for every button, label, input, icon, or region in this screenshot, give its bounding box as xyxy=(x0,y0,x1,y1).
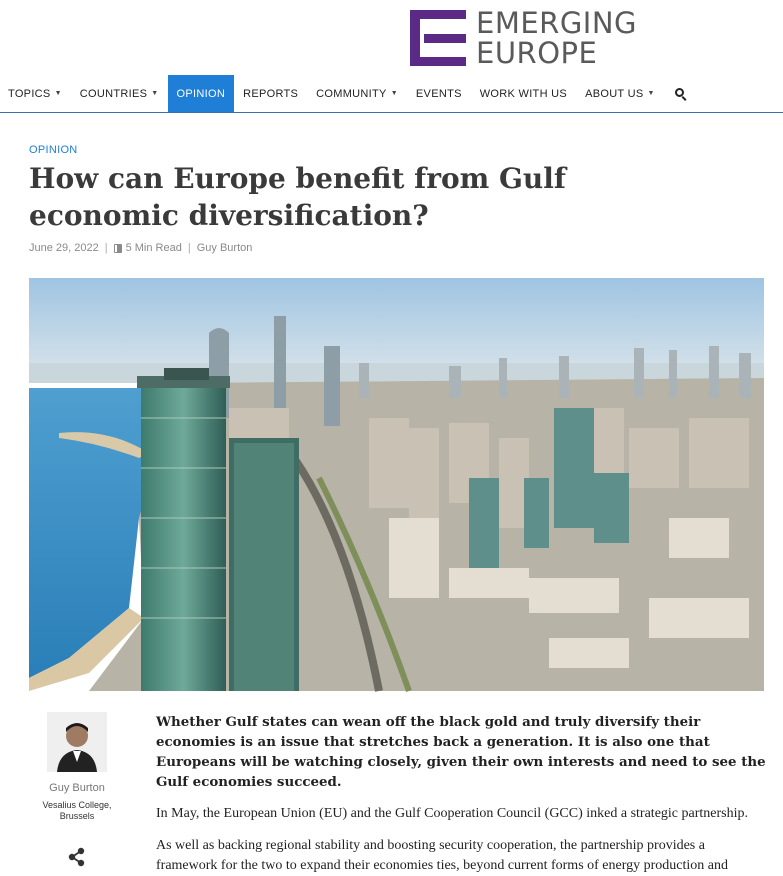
caret-down-icon: ▼ xyxy=(390,90,398,97)
caret-down-icon: ▼ xyxy=(54,90,62,97)
logo-icon xyxy=(410,10,466,66)
caret-down-icon: ▼ xyxy=(647,90,655,97)
author-box xyxy=(29,712,125,822)
city-skyline-image xyxy=(29,278,764,691)
article-date: June 29, 2022 xyxy=(29,242,99,254)
avatar[interactable] xyxy=(47,712,107,772)
nav-countries-label: COUNTRIES xyxy=(79,87,148,100)
author-affiliation-line-1: Vesalius College, xyxy=(42,800,112,810)
author-name[interactable]: Guy Burton xyxy=(49,782,105,794)
nav-topics-label: TOPICS xyxy=(8,87,51,100)
nav-work-with-us[interactable] xyxy=(471,75,576,112)
article-body xyxy=(156,712,766,876)
nav-topics[interactable] xyxy=(0,75,71,112)
article-paragraph: As well as backing regional stability and boosting security cooperation, the partnership provides a framework for the two to expand their economies ties, beyond current forms of energy production and xyxy=(156,838,729,873)
nav-about-us[interactable] xyxy=(576,75,664,112)
article-category[interactable]: OPINION xyxy=(29,144,78,156)
search-icon xyxy=(675,88,687,100)
nav-events[interactable] xyxy=(407,75,471,112)
logo-line-2: EUROPE xyxy=(476,36,598,70)
nav-search-button[interactable] xyxy=(664,75,696,112)
nav-events-label: EVENTS xyxy=(415,87,462,100)
book-icon xyxy=(114,244,122,253)
article-meta xyxy=(29,242,252,254)
article-title: How can Europe benefit from Gulf economic diversification? xyxy=(29,162,566,232)
meta-divider: | xyxy=(187,242,191,254)
nav-countries[interactable] xyxy=(71,75,168,112)
author-photo-icon xyxy=(47,712,107,772)
nav-work-with-us-label: WORK WITH US xyxy=(479,87,568,100)
nav-community-label: COMMUNITY xyxy=(316,87,387,100)
nav-reports[interactable] xyxy=(234,75,307,112)
share-icon[interactable] xyxy=(66,846,88,868)
site-logo[interactable] xyxy=(410,8,637,68)
main-nav xyxy=(0,75,783,113)
author-affiliation-line-2: Brussels xyxy=(59,811,95,821)
logo-line-1: EMERGING xyxy=(476,6,638,40)
article-paragraph: In May, the European Union (EU) and the Gulf Cooperation Council (GCC) inked a strategic partnership. xyxy=(156,806,748,821)
caret-down-icon: ▼ xyxy=(151,90,159,97)
nav-about-us-label: ABOUT US xyxy=(585,87,644,100)
nav-opinion-label: OPINION xyxy=(176,87,226,100)
hero-image xyxy=(29,278,764,691)
nav-opinion[interactable] xyxy=(168,75,235,112)
article-read-time: 5 Min Read xyxy=(125,242,182,254)
article-lead: Whether Gulf states can wean off the black gold and truly diversify their economies is an issue that stretches back a generation. It is also one that Europeans will be watching closely, given their own interests and need to see the Gulf economies succeed. xyxy=(156,714,766,790)
meta-divider: | xyxy=(104,242,108,254)
logo-wordmark xyxy=(476,8,637,68)
nav-reports-label: REPORTS xyxy=(243,87,299,100)
nav-community[interactable] xyxy=(307,75,407,112)
article-author[interactable]: Guy Burton xyxy=(196,242,253,254)
author-affiliation xyxy=(29,800,125,822)
